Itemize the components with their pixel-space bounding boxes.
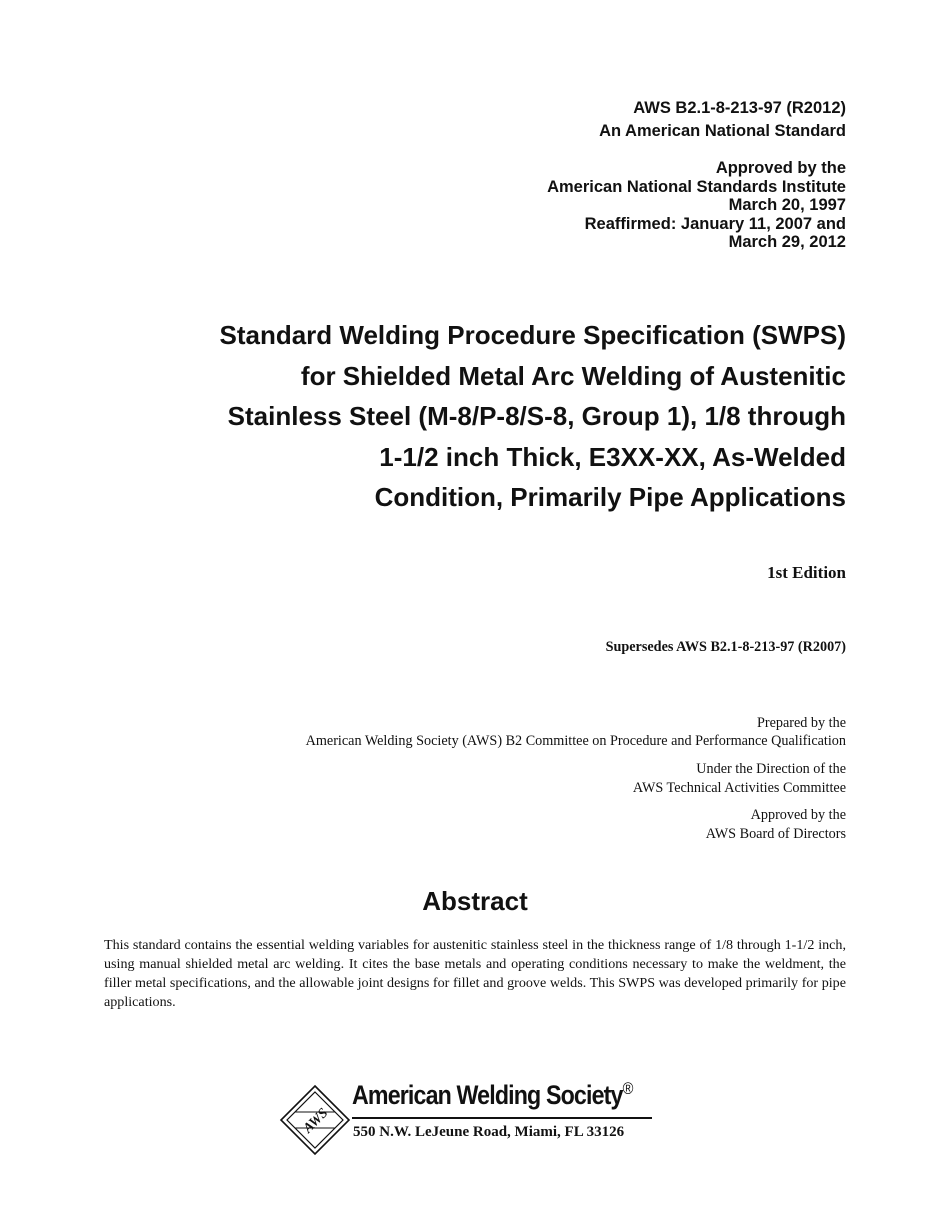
abstract-heading: Abstract — [422, 886, 528, 916]
title-line-4: 1-1/2 inch Thick, E3XX-XX, As-Welded — [379, 441, 846, 472]
standard-type: An American National Standard — [599, 122, 846, 140]
reaffirmed-line-2: March 29, 2012 — [728, 233, 846, 251]
abstract-body: This standard contains the essential welding variables for austenitic stainless steel in the thickness range of 1/8 through 1-1/2 inch, using manual shielded metal arc welding. It cites the base metals and operating conditions necessary to make the weldment, the filler metal specifications, and the allowable joint designs for fillet and groove welds. This SWPS was developed primarily for pipe applications. — [104, 937, 846, 1010]
prepared-label: Prepared by the — [756, 715, 846, 731]
logo-rule — [352, 1117, 652, 1119]
approval-body: American National Standards Institute — [547, 178, 846, 196]
supersedes: Supersedes AWS B2.1-8-213-97 (R2007) — [605, 639, 846, 655]
title-line-5: Condition, Primarily Pipe Applications — [374, 482, 846, 512]
approved-by: AWS Board of Directors — [705, 826, 846, 842]
direction-by: AWS Technical Activities Committee — [632, 780, 846, 796]
edition: 1st Edition — [767, 563, 846, 582]
approval-label: Approved by the — [715, 159, 846, 177]
title-line-1: Standard Welding Procedure Specification (SWPS) — [219, 320, 846, 350]
aws-emblem-graphic — [279, 1084, 351, 1156]
title-line-2: for Shielded Metal Arc Welding of Austenitic — [300, 360, 846, 391]
emblem-text: AWS — [300, 1105, 332, 1137]
society-address: 550 N.W. LeJeune Road, Miami, FL 33126 — [353, 1124, 625, 1140]
document-title — [219, 315, 846, 518]
approved-label: Approved by the — [750, 807, 846, 823]
prepared-by: American Welding Society (AWS) B2 Committee on Procedure and Performance Qualification — [305, 733, 846, 749]
reaffirmed-line-1: Reaffirmed: January 11, 2007 and — [584, 215, 846, 233]
society-name-text: American Welding Society — [352, 1080, 623, 1110]
approval-date: March 20, 1997 — [728, 196, 846, 214]
society-name — [352, 1079, 632, 1111]
standard-designation: AWS B2.1-8-213-97 (R2012) — [633, 99, 846, 117]
aws-emblem-icon — [279, 1084, 351, 1156]
direction-label: Under the Direction of the — [696, 761, 846, 777]
registered-mark: ® — [622, 1079, 633, 1098]
title-line-3: Stainless Steel (M-8/P-8/S-8, Group 1), 1/8 through — [227, 401, 846, 431]
